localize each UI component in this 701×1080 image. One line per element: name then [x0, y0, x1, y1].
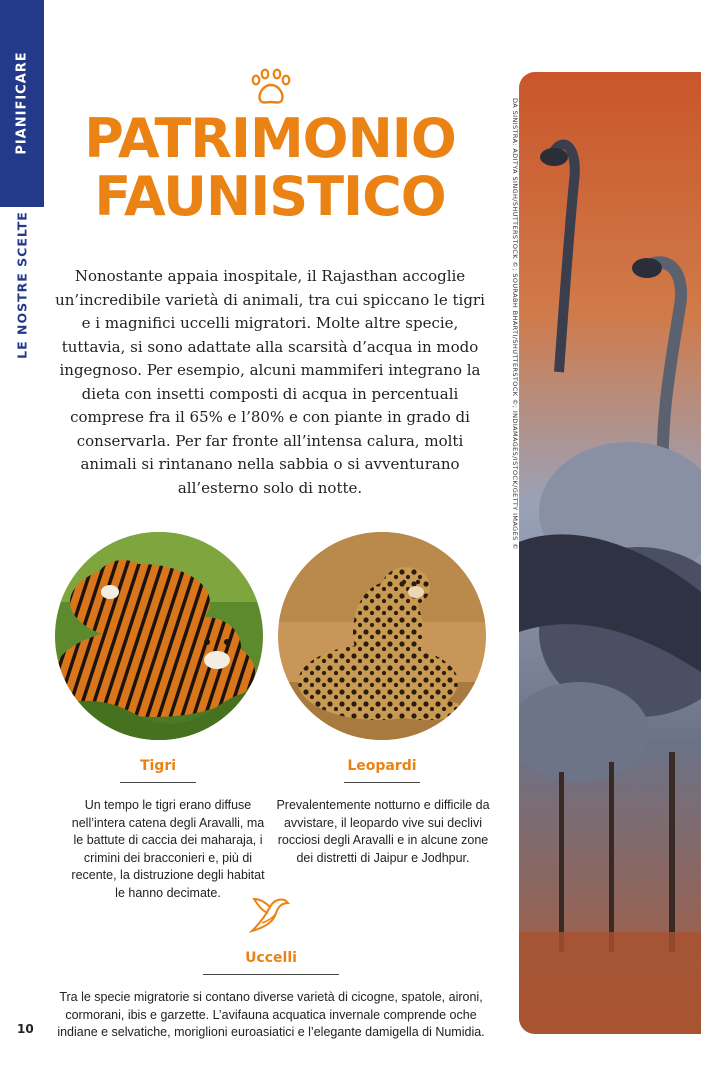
tiger-photo [55, 532, 263, 740]
tigri-heading: Tigri [139, 758, 177, 774]
section-tab [0, 0, 44, 207]
leopard-photo [278, 532, 486, 740]
uccelli-heading: Uccelli [245, 950, 297, 966]
bird-icon [248, 893, 294, 935]
intro-paragraph: Nonostante appaia inospitale, il Rajasthan accoglie un’incredibile varietà di animali, tra cui spiccano le tigri e i magnifici uccelli migratori. Molte altre specie, tuttavia, si sono adattate alla scarsità d’acqua in modo ingegnoso. Per esempio, alcuni mammiferi integrano la dieta con insetti composti di acqua in percentuali comprese fra il 65% e l’80% e con piante in grado di conservarla. Per far fronte all’intensa calura, molti animali si rintanano nella sabbia o si avventurano all’esterno solo di notte. [55, 267, 485, 497]
tigri-text: Un tempo le tigri erano diffuse nell’intera catena degli Aravalli, ma le battute di caccia dei maharaja, i crimini dei bracconieri e, più di recente, la distruzione degli habitat le hanno decimate. [71, 798, 265, 900]
uccelli-divider [203, 974, 339, 975]
uccelli-text: Tra le specie migratorie si contano diverse varietà di cicogne, spatole, aironi, cormorani, ibis e garzette. L’avifauna acquatica invernale comprende oche indiane e selvatiche, moriglioni euroasiatici e l’elegante damigella di Numidia. [57, 990, 485, 1039]
section-tab-label: PIANIFICARE [14, 51, 30, 155]
title-line-2: FAUNISTICO [94, 165, 446, 228]
photo-credit: DA SINISTRA: ADITYA SINGH/SHUTTERSTOCK ©; SOURABH BHARTI/SHUTTERSTOCK ©; INDIAMAGES/ISTOCK/GETTY IMAGES © [511, 98, 519, 551]
page-title [60, 107, 480, 228]
title-line-1: PATRIMONIO [84, 107, 456, 170]
subsection-label: LE NOSTRE SCELTE [14, 211, 30, 359]
paw-icon [250, 68, 292, 106]
leopardi-text: Prevalentemente notturno e difficile da avvistare, il leopardo vive sui declivi rocciosi degli Aravalli e in alcune zone dei distretti di Jaipur e Jodhpur. [276, 798, 490, 865]
leopardi-heading: Leopardi [347, 758, 417, 774]
page-number: 10 [17, 1022, 34, 1036]
leopardi-divider [344, 782, 420, 783]
cranes-photo [519, 72, 701, 1034]
tigri-divider [120, 782, 196, 783]
